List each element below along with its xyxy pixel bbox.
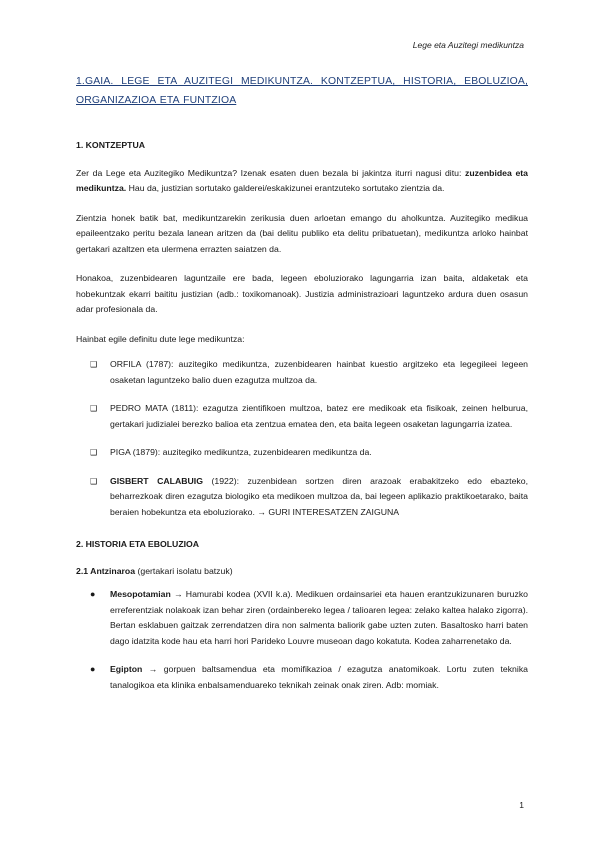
running-header: Lege eta Auzitegi medikuntza xyxy=(412,40,524,50)
section-2-heading: 2. HISTORIA ETA EBOLUZIOA xyxy=(76,539,200,549)
author-text: ORFILA (1787): auzitegiko medikuntza, zuzenbidearen hainbat kuestio argitzeko eta legegileei legeen osaketan laguntzeko balio duen ezagutza multzoa da. xyxy=(110,359,528,385)
item-term: Mesopotamian xyxy=(110,589,171,599)
list-item xyxy=(76,662,528,693)
document-body xyxy=(76,138,528,706)
author-text: PEDRO MATA (1811): ezagutza zientifikoen multzoa, batez ere medikoak eta fisikoak, zeinen helburua, gertakari judizialei berezko balioa eta zentzua ematea den, eta baita legeen osaketan lagungarria izatea. xyxy=(110,403,528,429)
author-text: (1922): zuzenbidean sortzen diren arazoak erabakitzeko edo ebazteko, beharrezkoak diren ezagutza biologiko eta medikoen multzoa da, bai legeen aplikazio praktikoetarako, baita beraien hobekuntza eta eboluziorako. → GURI INTERESATZEN ZAIGUNA xyxy=(110,475,529,517)
paragraph-3: Honakoa, zuzenbidearen laguntzaile ere bada, legeen eboluziorako lagungarria izan baita, aldaketak eta hobekuntzak ekarri baititu justizian (adb.: toxikomanoak). Justizia administrazioari laguntzeko ardura duen osasun adar profesionala da. xyxy=(76,273,528,314)
paragraph-1-bold: zuzenbidea eta medikuntza. xyxy=(76,167,528,193)
paragraph-1-start: Zer da Lege eta Auzitegiko Medikuntza? Izenak esaten duen bezala bi jakintza iturri nagusi ditu: xyxy=(76,167,465,178)
paragraph-1-end: Hau da, justizian sortutako galderei/eskakizunei erantzuteko sortutako zientzia da. xyxy=(126,183,445,193)
checkbox-square-icon: ❑ xyxy=(90,404,98,413)
author-text: PIGA (1879): auzitegiko medikuntza, zuzenbidearen medikuntza da. xyxy=(110,447,372,457)
list-item xyxy=(76,401,528,432)
paragraph-1 xyxy=(76,166,528,197)
subsection-title: 2.1 Antzinaroa xyxy=(76,565,136,576)
paragraph-4: Hainbat egile definitu dute lege medikuntza: xyxy=(76,333,245,344)
item-text: → Hamurabi kodea (XVII k.a). Medikuen ordainsariei eta hauen erantzukizunaren buruzko erreferentziak nolakoak izan behar ziren (ordainbereko legea / talioaren legea: zelako kaltea halako zigorra). Bertan esklabuen gaitzak zerrendatzen dira non salmenta baliorik gabe uzten zuten. Basaltosko harri baten dago idatzita kode hau eta harri hori Parideko Louvre museoan dago kokatuta. Kodea zaharrenetako da. xyxy=(110,589,528,646)
chapter-title: 1.GAIA. LEGE ETA AUZITEGI MEDIKUNTZA. KONTZEPTUA, HISTORIA, EBOLUZIOA, ORGANIZAZIOA ETA FUNTZIOA xyxy=(76,76,528,106)
bullet-icon: ● xyxy=(90,664,96,674)
section-1-heading: 1. KONTZEPTUA xyxy=(76,140,146,150)
item-term: Egipton xyxy=(110,664,143,674)
list-item xyxy=(76,474,528,521)
list-item xyxy=(76,445,528,461)
item-text: → gorpuen baltsamendua eta momifikazioa / ezagutza anatomikoak. Lortu zuten teknika tanalogikoa eta klinika enbalsamenduareko teknikah zeinak onak ziren. Adb: momiak. xyxy=(110,664,528,690)
list-item xyxy=(76,587,528,649)
authors-list xyxy=(76,357,528,520)
author-name: GISBERT CALABUIG xyxy=(110,475,203,486)
checkbox-square-icon: ❑ xyxy=(90,360,98,369)
checkbox-square-icon: ❑ xyxy=(90,476,98,486)
subsection-2-1-heading xyxy=(76,564,528,580)
paragraph-2: Zientzia honek batik bat, medikuntzarekin zerikusia duen arloetan emango du aholkuntza. Auzitegiko medikua epaileentzako peritu bezala lanean aritzen da (bai delitu publiko eta delitu pribatuetan), medikuntza arloko hainbat gertakari azaltzen eta ulermena errazten saiatzen da. xyxy=(76,212,528,254)
page-number: 1 xyxy=(519,800,524,810)
checkbox-square-icon: ❑ xyxy=(90,448,98,457)
subsection-note: (gertakari isolatu batzuk) xyxy=(135,565,233,576)
list-item xyxy=(76,357,528,388)
history-list xyxy=(76,587,528,693)
bullet-icon: ● xyxy=(90,589,96,599)
